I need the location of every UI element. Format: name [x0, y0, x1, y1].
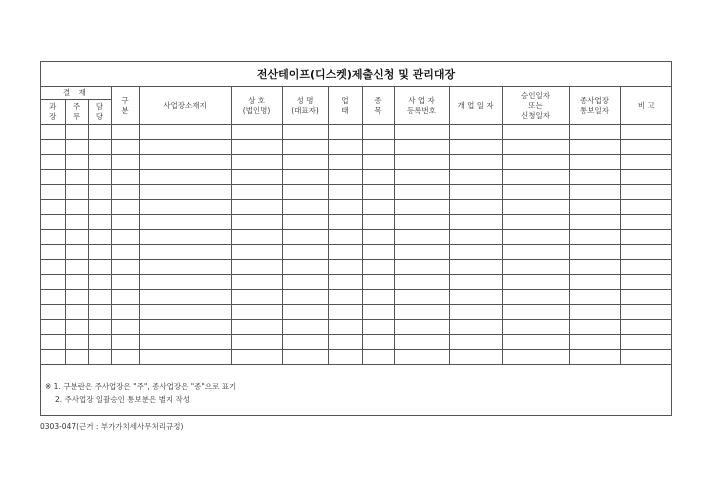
table-cell[interactable] — [449, 140, 502, 155]
table-row — [41, 320, 672, 335]
table-cell[interactable] — [88, 155, 111, 170]
table-cell[interactable] — [139, 320, 231, 335]
table-cell[interactable] — [88, 290, 111, 305]
table-cell[interactable] — [394, 140, 449, 155]
table-row — [41, 350, 672, 365]
table-cell[interactable] — [282, 320, 328, 335]
table-cell[interactable] — [139, 350, 231, 365]
header-approval-officer: 주 무 — [65, 100, 88, 125]
table-cell[interactable] — [449, 155, 502, 170]
table-cell[interactable] — [502, 320, 569, 335]
table-cell[interactable] — [502, 290, 569, 305]
table-cell[interactable] — [620, 200, 672, 215]
table-cell[interactable] — [620, 350, 672, 365]
table-cell[interactable] — [65, 320, 88, 335]
table-cell[interactable] — [282, 230, 328, 245]
table-cell[interactable] — [449, 290, 502, 305]
table-cell[interactable] — [282, 170, 328, 185]
table-cell[interactable] — [328, 185, 362, 200]
table-cell[interactable] — [394, 170, 449, 185]
table-row — [41, 125, 672, 140]
table-cell[interactable] — [139, 335, 231, 350]
table-cell[interactable] — [41, 200, 65, 215]
table-cell[interactable] — [449, 185, 502, 200]
table-cell[interactable] — [282, 155, 328, 170]
table-cell[interactable] — [362, 125, 394, 140]
table-cell[interactable] — [41, 170, 65, 185]
table-cell[interactable] — [569, 140, 620, 155]
table-cell[interactable] — [569, 260, 620, 275]
table-cell[interactable] — [139, 200, 231, 215]
table-cell[interactable] — [88, 320, 111, 335]
table-cell[interactable] — [449, 350, 502, 365]
table-row — [41, 170, 672, 185]
table-cell[interactable] — [282, 335, 328, 350]
header-address: 사업장소재지 — [139, 87, 231, 125]
table-cell[interactable] — [362, 245, 394, 260]
table-cell[interactable] — [88, 305, 111, 320]
table-cell[interactable] — [394, 155, 449, 170]
table-cell[interactable] — [569, 155, 620, 170]
table-cell[interactable] — [502, 260, 569, 275]
table-cell[interactable] — [328, 320, 362, 335]
table-cell[interactable] — [282, 185, 328, 200]
table-cell[interactable] — [569, 320, 620, 335]
table-cell[interactable] — [88, 335, 111, 350]
table-cell[interactable] — [88, 230, 111, 245]
table-cell[interactable] — [394, 215, 449, 230]
table-cell[interactable] — [328, 350, 362, 365]
table-cell[interactable] — [41, 335, 65, 350]
table-cell[interactable] — [88, 125, 111, 140]
table-cell[interactable] — [362, 350, 394, 365]
table-row — [41, 230, 672, 245]
table-cell[interactable] — [282, 350, 328, 365]
table-cell[interactable] — [111, 140, 139, 155]
table-cell[interactable] — [88, 275, 111, 290]
table-cell[interactable] — [139, 155, 231, 170]
table-cell[interactable] — [88, 140, 111, 155]
header-business-type: 업 태 — [328, 87, 362, 125]
table-cell[interactable] — [139, 140, 231, 155]
table-cell[interactable] — [449, 260, 502, 275]
table-cell[interactable] — [449, 215, 502, 230]
table-cell[interactable] — [282, 125, 328, 140]
table-cell[interactable] — [139, 170, 231, 185]
table-cell[interactable] — [282, 260, 328, 275]
table-cell[interactable] — [620, 185, 672, 200]
table-cell[interactable] — [620, 155, 672, 170]
table-cell[interactable] — [231, 260, 282, 275]
table-cell[interactable] — [502, 155, 569, 170]
table-cell[interactable] — [139, 230, 231, 245]
table-cell[interactable] — [502, 140, 569, 155]
table-cell[interactable] — [362, 335, 394, 350]
table-cell[interactable] — [394, 185, 449, 200]
table-cell[interactable] — [111, 350, 139, 365]
table-cell[interactable] — [620, 335, 672, 350]
table-cell[interactable] — [328, 245, 362, 260]
table-cell[interactable] — [65, 155, 88, 170]
table-row — [41, 290, 672, 305]
table-cell[interactable] — [41, 350, 65, 365]
table-cell[interactable] — [41, 230, 65, 245]
header-sub-site-notice: 종사업장 통보일자 — [569, 87, 620, 125]
table-cell[interactable] — [282, 245, 328, 260]
table-cell[interactable] — [362, 320, 394, 335]
table-cell[interactable] — [231, 215, 282, 230]
table-cell[interactable] — [231, 290, 282, 305]
table-cell[interactable] — [328, 230, 362, 245]
table-cell[interactable] — [231, 275, 282, 290]
table-cell[interactable] — [65, 185, 88, 200]
header-company: 상 호 (법인명) — [231, 87, 282, 125]
table-cell[interactable] — [139, 305, 231, 320]
table-cell[interactable] — [65, 260, 88, 275]
table-cell[interactable] — [502, 230, 569, 245]
table-cell[interactable] — [328, 305, 362, 320]
table-cell[interactable] — [394, 200, 449, 215]
table-cell[interactable] — [502, 170, 569, 185]
table-row — [41, 155, 672, 170]
table-cell[interactable] — [328, 260, 362, 275]
table-cell[interactable] — [620, 290, 672, 305]
table-cell[interactable] — [620, 170, 672, 185]
table-cell[interactable] — [65, 290, 88, 305]
table-cell[interactable] — [569, 230, 620, 245]
table-cell[interactable] — [362, 200, 394, 215]
table-cell[interactable] — [111, 170, 139, 185]
table-cell[interactable] — [231, 155, 282, 170]
table-cell[interactable] — [282, 275, 328, 290]
table-cell[interactable] — [65, 245, 88, 260]
table-cell[interactable] — [65, 215, 88, 230]
table-row — [41, 305, 672, 320]
table-cell[interactable] — [449, 245, 502, 260]
table-cell[interactable] — [88, 200, 111, 215]
table-cell[interactable] — [502, 200, 569, 215]
table-cell[interactable] — [362, 275, 394, 290]
table-cell[interactable] — [88, 260, 111, 275]
table-cell[interactable] — [65, 140, 88, 155]
form-frame — [40, 61, 672, 416]
note-1: ※ 1. 구분란은 주사업장은 "주", 종사업장은 "종"으로 표기 — [45, 382, 237, 391]
table-cell[interactable] — [88, 170, 111, 185]
table-row — [41, 260, 672, 275]
table-cell[interactable] — [362, 140, 394, 155]
table-cell[interactable] — [569, 350, 620, 365]
table-cell[interactable] — [65, 170, 88, 185]
table-cell[interactable] — [139, 125, 231, 140]
table-cell[interactable] — [282, 200, 328, 215]
note-2: 2. 주사업장 일괄승인 통보분은 별지 작성 — [55, 395, 190, 404]
table-cell[interactable] — [231, 185, 282, 200]
table-cell[interactable] — [328, 140, 362, 155]
table-cell[interactable] — [569, 290, 620, 305]
table-cell[interactable] — [88, 350, 111, 365]
table-cell[interactable] — [620, 260, 672, 275]
table-row — [41, 140, 672, 155]
form-title: 전산테이프(디스켓)제출신청 및 관리대장 — [41, 62, 671, 87]
table-cell[interactable] — [111, 335, 139, 350]
table-cell[interactable] — [362, 290, 394, 305]
table-cell[interactable] — [282, 290, 328, 305]
header-item: 종 목 — [362, 87, 394, 125]
table-cell[interactable] — [362, 185, 394, 200]
header-open-date: 개 업 일 자 — [449, 87, 502, 125]
table-cell[interactable] — [569, 185, 620, 200]
table-cell[interactable] — [231, 350, 282, 365]
table-cell[interactable] — [394, 305, 449, 320]
table-row — [41, 200, 672, 215]
table-cell[interactable] — [328, 200, 362, 215]
table-row — [41, 185, 672, 200]
table-cell[interactable] — [41, 305, 65, 320]
table-cell[interactable] — [139, 290, 231, 305]
table-cell[interactable] — [41, 155, 65, 170]
header-approval-manager: 과 장 — [41, 100, 65, 125]
table-row — [41, 335, 672, 350]
table-cell[interactable] — [620, 275, 672, 290]
table-cell[interactable] — [111, 320, 139, 335]
table-row — [41, 245, 672, 260]
table-cell[interactable] — [569, 125, 620, 140]
table-cell[interactable] — [41, 260, 65, 275]
table-cell[interactable] — [282, 215, 328, 230]
table-cell[interactable] — [41, 275, 65, 290]
header-representative: 성 명 (대표자) — [282, 87, 328, 125]
table-cell[interactable] — [620, 125, 672, 140]
table-cell[interactable] — [88, 245, 111, 260]
table-cell[interactable] — [111, 245, 139, 260]
table-cell[interactable] — [502, 275, 569, 290]
table-cell[interactable] — [569, 200, 620, 215]
table-cell[interactable] — [139, 245, 231, 260]
table-cell[interactable] — [111, 260, 139, 275]
table-row — [41, 275, 672, 290]
table-cell[interactable] — [231, 230, 282, 245]
table-cell[interactable] — [65, 275, 88, 290]
table-cell[interactable] — [362, 260, 394, 275]
table-cell[interactable] — [88, 215, 111, 230]
table-cell[interactable] — [328, 275, 362, 290]
table-cell[interactable] — [282, 305, 328, 320]
header-approval-staff: 담 당 — [88, 100, 111, 125]
table-cell[interactable] — [569, 245, 620, 260]
table-cell[interactable] — [328, 170, 362, 185]
table-cell[interactable] — [231, 170, 282, 185]
table-cell[interactable] — [65, 230, 88, 245]
table-cell[interactable] — [328, 290, 362, 305]
table-cell[interactable] — [41, 245, 65, 260]
table-cell[interactable] — [111, 230, 139, 245]
table-cell[interactable] — [111, 290, 139, 305]
table-cell[interactable] — [569, 215, 620, 230]
table-cell[interactable] — [328, 215, 362, 230]
table-cell[interactable] — [620, 230, 672, 245]
table-cell[interactable] — [449, 320, 502, 335]
table-cell[interactable] — [620, 320, 672, 335]
table-cell[interactable] — [328, 155, 362, 170]
table-cell[interactable] — [394, 320, 449, 335]
table-cell[interactable] — [328, 125, 362, 140]
table-cell[interactable] — [231, 245, 282, 260]
table-cell[interactable] — [620, 245, 672, 260]
header-approval: 결 재 — [41, 87, 111, 100]
table-cell[interactable] — [111, 275, 139, 290]
table-cell[interactable] — [111, 185, 139, 200]
table-cell[interactable] — [65, 200, 88, 215]
register-table — [41, 87, 672, 365]
table-cell[interactable] — [231, 320, 282, 335]
table-cell[interactable] — [362, 230, 394, 245]
table-cell[interactable] — [502, 335, 569, 350]
notes — [41, 380, 671, 406]
form-footer: 0303-047(근거 : 부가가치세사무처리규정) — [40, 422, 184, 431]
table-cell[interactable] — [41, 140, 65, 155]
table-cell[interactable] — [231, 305, 282, 320]
table-cell[interactable] — [394, 245, 449, 260]
header-remarks: 비 고 — [620, 87, 672, 125]
table-cell[interactable] — [111, 305, 139, 320]
table-cell[interactable] — [620, 140, 672, 155]
table-cell[interactable] — [449, 275, 502, 290]
table-cell[interactable] — [394, 290, 449, 305]
table-body — [41, 125, 672, 365]
table-cell[interactable] — [282, 140, 328, 155]
table-cell[interactable] — [65, 305, 88, 320]
table-cell[interactable] — [569, 305, 620, 320]
table-cell[interactable] — [502, 125, 569, 140]
table-cell[interactable] — [502, 215, 569, 230]
table-cell[interactable] — [620, 305, 672, 320]
table-cell[interactable] — [41, 185, 65, 200]
table-cell[interactable] — [111, 215, 139, 230]
table-cell[interactable] — [394, 275, 449, 290]
table-cell[interactable] — [41, 125, 65, 140]
table-cell[interactable] — [620, 215, 672, 230]
table-cell[interactable] — [231, 140, 282, 155]
table-cell[interactable] — [394, 335, 449, 350]
table-cell[interactable] — [139, 275, 231, 290]
table-cell[interactable] — [111, 155, 139, 170]
table-cell[interactable] — [394, 125, 449, 140]
table-cell[interactable] — [65, 125, 88, 140]
table-cell[interactable] — [449, 200, 502, 215]
table-cell[interactable] — [394, 350, 449, 365]
table-cell[interactable] — [449, 170, 502, 185]
header-approval-date: 승인일자 또는 신청일자 — [502, 87, 569, 125]
table-cell[interactable] — [362, 155, 394, 170]
table-cell[interactable] — [41, 320, 65, 335]
table-cell[interactable] — [449, 335, 502, 350]
table-cell[interactable] — [65, 335, 88, 350]
table-cell[interactable] — [41, 215, 65, 230]
table-cell[interactable] — [502, 305, 569, 320]
table-cell[interactable] — [569, 335, 620, 350]
table-cell[interactable] — [394, 260, 449, 275]
table-cell[interactable] — [569, 275, 620, 290]
table-cell[interactable] — [449, 125, 502, 140]
table-cell[interactable] — [88, 185, 111, 200]
table-cell[interactable] — [111, 125, 139, 140]
table-cell[interactable] — [139, 260, 231, 275]
table-cell[interactable] — [41, 290, 65, 305]
table-cell[interactable] — [231, 335, 282, 350]
table-cell[interactable] — [569, 170, 620, 185]
table-cell[interactable] — [328, 335, 362, 350]
table-cell[interactable] — [394, 230, 449, 245]
table-cell[interactable] — [502, 185, 569, 200]
table-row — [41, 215, 672, 230]
table-cell[interactable] — [502, 245, 569, 260]
table-cell[interactable] — [449, 230, 502, 245]
table-cell[interactable] — [362, 305, 394, 320]
table-cell[interactable] — [362, 170, 394, 185]
table-cell[interactable] — [65, 350, 88, 365]
table-cell[interactable] — [231, 125, 282, 140]
table-cell[interactable] — [139, 185, 231, 200]
table-cell[interactable] — [449, 305, 502, 320]
table-cell[interactable] — [111, 200, 139, 215]
table-cell[interactable] — [502, 350, 569, 365]
table-cell[interactable] — [362, 215, 394, 230]
header-category: 구 분 — [111, 87, 139, 125]
header-biz-reg-no: 사 업 자 등록번호 — [394, 87, 449, 125]
table-cell[interactable] — [139, 215, 231, 230]
table-cell[interactable] — [231, 200, 282, 215]
